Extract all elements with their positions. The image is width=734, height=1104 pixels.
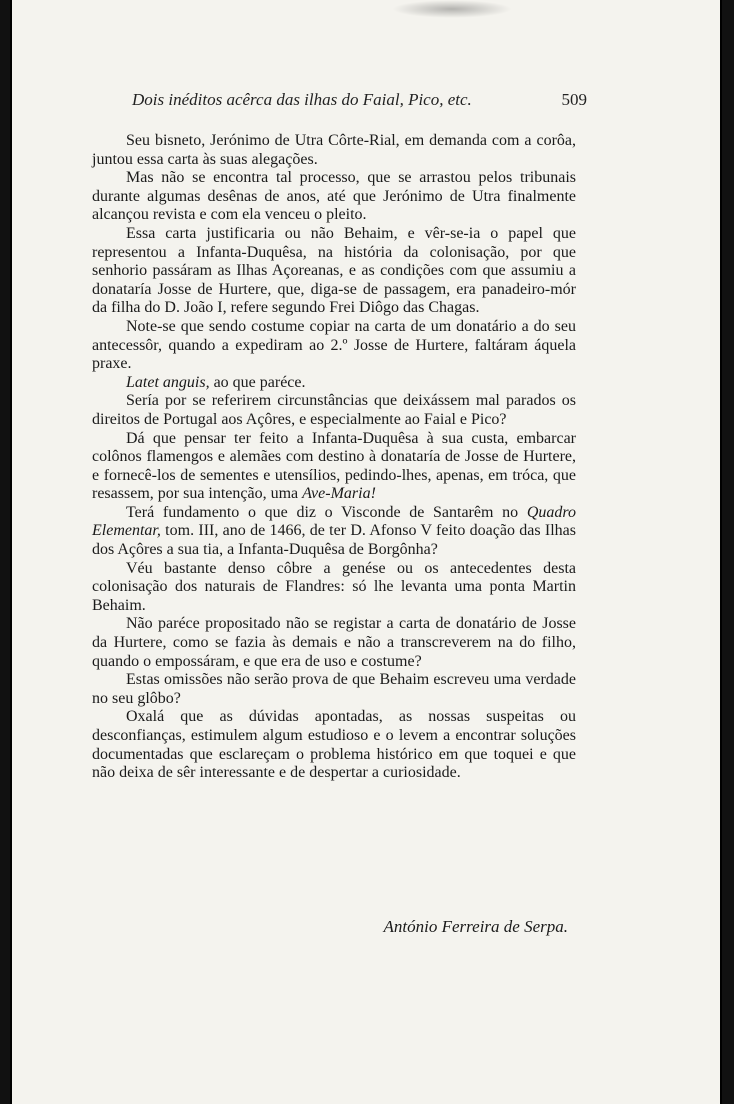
paragraph: Terá fundamento o que diz o Visconde de Santarêm no Quadro Elementar, tom. III, ano de 1466, de ter D. Afonso V feito doação das Ilhas dos Açôres a sua tia, a Infanta-Duquêsa de Borgônha? bbox=[92, 503, 576, 559]
page-number: 509 bbox=[561, 90, 587, 109]
paragraph: Oxalá que as dúvidas apontadas, as nossas suspeitas ou desconfianças, estimulem algum estudioso e o levem a encontrar soluções documentadas que esclareçam o problema histórico em que toquei e que não deixa de sêr interessante e de despertar a curiosidade. bbox=[92, 708, 576, 782]
paragraph: Mas não se encontra tal processo, que se arrastou pelos tribunais durante algumas desênas de anos, até que Jerónimo de Utra finalmente alcançou revista e com ela venceu o pleito. bbox=[92, 169, 576, 224]
paragraph: Não paréce propositado não se registar a carta de donatário de Josse da Hurtere, como se fazia às demais e não a transcreverem na do filho, quando o empossáram, e que era de uso e costume? bbox=[92, 615, 576, 670]
paragraph: Latet anguis, ao que paréce. bbox=[126, 373, 306, 391]
paragraph: Note-se que sendo costume copiar na carta de um donatário a do seu antecessôr, quando a expediram ao 2.º Josse de Hurtere, faltáram áquela praxe. bbox=[92, 317, 576, 373]
paragraph: Essa carta justificaria ou não Behaim, e vêr-se-ia o papel que representou a Infanta-Duquêsa, na história da colonisação, por que senhorio passáram as Ilhas Açoreanas, e as condições com que assumiu a donataría Josse de Hurtere, que, diga-se de passagem, era panadeiro-mór da filha do D. João I, refere segundo Frei Diôgo das Chagas. bbox=[92, 224, 576, 317]
scan-smudge bbox=[392, 0, 512, 18]
paragraph: Estas omissões não serão prova de que Behaim escreveu uma verdade no seu glôbo? bbox=[92, 671, 576, 707]
author-signature: António Ferreira de Serpa. bbox=[383, 917, 568, 936]
book-title: Quadro Elementar, bbox=[92, 503, 576, 540]
running-title: Dois inéditos acêrca das ilhas do Faial, Pico, etc. bbox=[132, 90, 472, 109]
paragraph: Sería por se referirem circunstâncias que deixássem mal parados os direitos de Portugal aos Açôres, e especialmente ao Faial e Pico? bbox=[92, 392, 576, 428]
body-text bbox=[92, 132, 576, 783]
paragraph: Véu bastante denso côbre a genése ou os antecedentes desta colonisação dos naturais de Flandres: só lhe levanta uma ponta Martin Behaim. bbox=[92, 559, 576, 614]
paragraph: Dá que pensar ter feito a Infanta-Duquêsa à sua custa, embarcar colônos flamengos e alemães com destino à donataría de Josse de Hurtere, e fornecê-los de sementes e utensílios, pedindo-lhes, apenas, em tróca, que resassem, por sua intenção, uma Ave-Maria! bbox=[92, 429, 576, 503]
prayer-title: Ave-Maria! bbox=[302, 485, 376, 503]
latin-phrase: Latet anguis, bbox=[126, 373, 210, 391]
running-header bbox=[132, 90, 587, 110]
book-page bbox=[10, 0, 722, 1104]
paragraph: Seu bisneto, Jerónimo de Utra Côrte-Rial, em demanda com a corôa, juntou essa carta às suas alegações. bbox=[92, 132, 576, 168]
